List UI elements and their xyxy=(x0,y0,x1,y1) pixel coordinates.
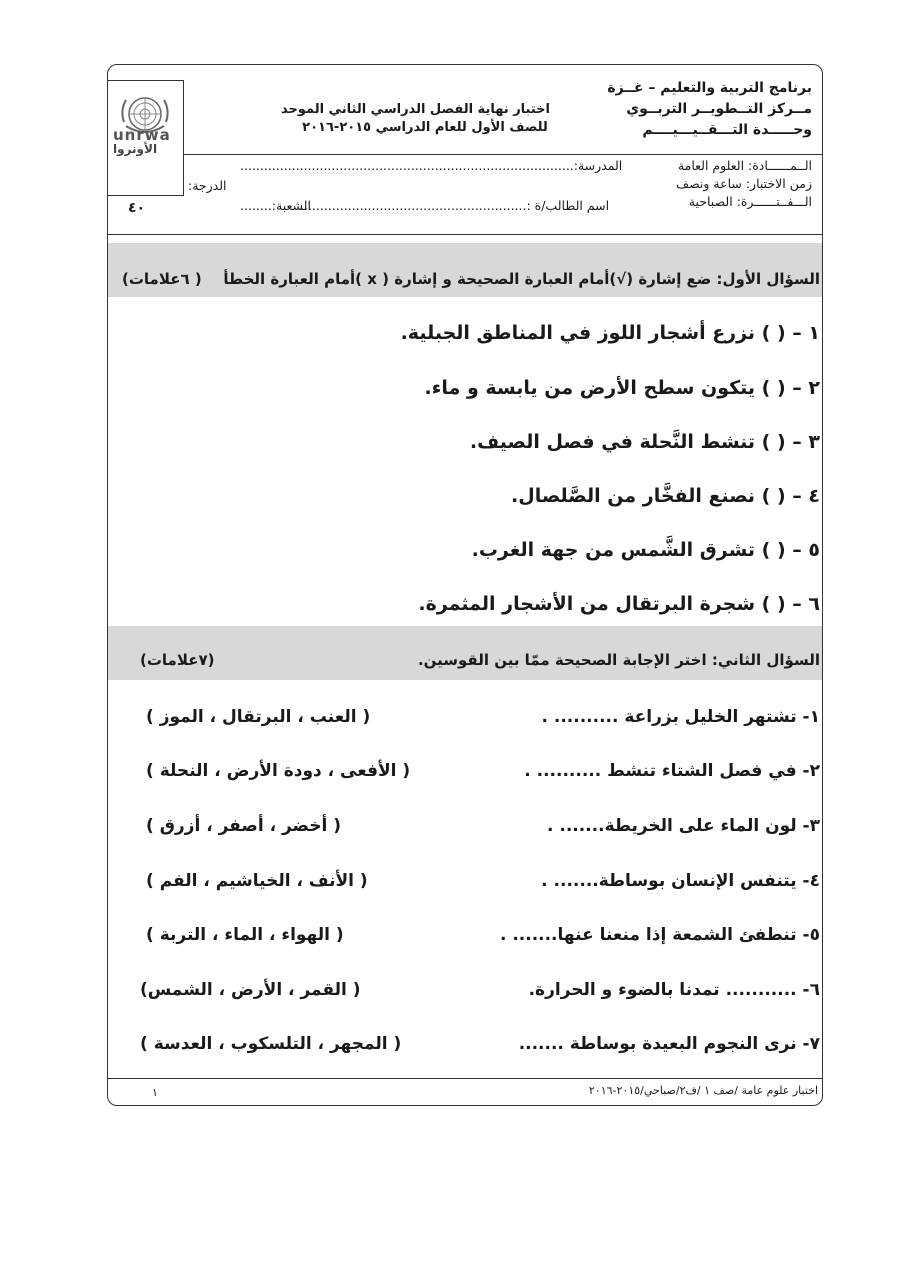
q2-marks: (٧علامات) xyxy=(140,651,215,669)
q2-item-2-options[interactable]: ( الأفعى ، دودة الأرض ، النحلة ) xyxy=(146,761,411,781)
duration-label: زمن الاختبار: ساعة ونصف xyxy=(676,176,812,191)
q2-item-6-stem: ٦- ........... تمدنا بالضوء و الحرارة. xyxy=(528,980,820,1000)
school-field[interactable]: المدرسة:.................................................................................... xyxy=(240,158,623,173)
q2-item-3-options[interactable]: ( أخضر ، أصفر ، أزرق ) xyxy=(146,816,342,836)
q1-item-6[interactable]: ٦ – ( ) شجرة البرتقال من الأشجار المثمرة. xyxy=(418,593,820,615)
logo-text: unrwa xyxy=(113,126,171,144)
grade-label: الدرجة: xyxy=(188,178,227,193)
subject-label: الــمــــــادة: العلوم العامة xyxy=(677,158,812,173)
q2-item-1-options[interactable]: ( العنب ، البرتقال ، الموز ) xyxy=(146,707,371,727)
q2-item-7-stem: ٧- نرى النجوم البعيدة بوساطة ....... xyxy=(518,1034,820,1054)
grade-total: ٤٠ xyxy=(128,200,146,216)
q2-item-2-stem: ٢- في فصل الشتاء تنشط .......... . xyxy=(524,761,820,781)
q1-marks: ( ٦علامات) xyxy=(122,270,202,288)
footer-code: اختبار علوم عامة /صف ١ /ف٢/صباحي/٢٠١٥-٢٠١٦ xyxy=(588,1084,818,1097)
org-line-3: وحـــــدة التـــقــيـــيــــم xyxy=(642,122,812,138)
section-field[interactable]: الشعبة:........ xyxy=(240,198,311,213)
q1-item-4[interactable]: ٤ – ( ) نصنع الفخَّار من الصَّلصال. xyxy=(510,485,820,507)
q1-title: السؤال الأول: ضع إشارة (√)أمام العبارة الصحيحة و إشارة ( x )أمام العبارة الخطأ xyxy=(223,270,820,288)
header-divider xyxy=(184,154,822,155)
org-line-1: برنامج التربية والتعليم – غــزة xyxy=(607,80,812,96)
org-line-2: مــركز التــطويــر التربــوي xyxy=(626,101,812,117)
q2-item-5-stem: ٥- تنطفئ الشمعة إذا منعنا عنها....... . xyxy=(499,925,820,945)
q2-title: السؤال الثاني: اختر الإجابة الصحيحة ممّا بين القوسين. xyxy=(417,651,820,669)
footer-divider xyxy=(108,1078,822,1079)
q1-item-1[interactable]: ١ – ( ) نزرع أشجار اللوز في المناطق الجبلية. xyxy=(400,322,820,344)
period-label: الـــفــتــــــرة: الصباحية xyxy=(688,194,812,209)
student-name-field[interactable]: اسم الطالب/ة :......................................................... xyxy=(300,198,610,213)
q2-item-3-stem: ٣- لون الماء على الخريطة....... . xyxy=(547,816,820,836)
q1-item-2[interactable]: ٢ – ( ) يتكون سطح الأرض من يابسة و ماء. xyxy=(424,377,820,399)
exam-class: للصف الأول للعام الدراسي ٢٠١٥-٢٠١٦ xyxy=(302,120,548,135)
q2-item-6-options[interactable]: ( القمر ، الأرض ، الشمس) xyxy=(140,980,361,1000)
q2-item-5-options[interactable]: ( الهواء ، الماء ، التربة ) xyxy=(146,925,344,945)
footer-page-number: ١ xyxy=(152,1086,158,1099)
q2-item-4-stem: ٤- يتنفس الإنسان بوساطة....... . xyxy=(541,871,820,891)
exam-title: اختبار نهاية الفصل الدراسي الثاني الموحد xyxy=(280,102,550,117)
q2-item-7-options[interactable]: ( المجهر ، التلسكوب ، العدسة ) xyxy=(140,1034,402,1054)
q1-item-3[interactable]: ٣ – ( ) تنشط النَّحلة في فصل الصيف. xyxy=(469,431,820,453)
q2-item-1-stem: ١- تشتهر الخليل بزراعة .......... . xyxy=(541,707,820,727)
q2-item-4-options[interactable]: ( الأنف ، الخياشيم ، الفم ) xyxy=(146,871,368,891)
q1-item-5[interactable]: ٥ – ( ) تشرق الشَّمس من جهة الغرب. xyxy=(471,539,820,561)
logo-text-arabic: الأونروا xyxy=(113,142,158,156)
